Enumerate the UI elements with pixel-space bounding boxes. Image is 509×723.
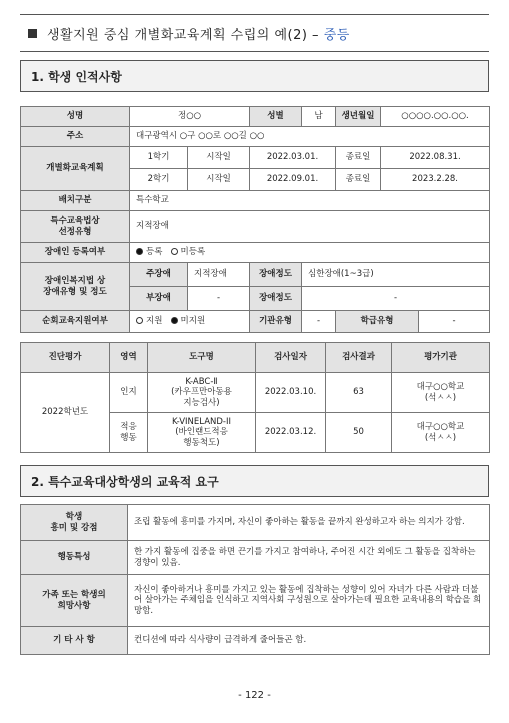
address-value: 대구광역시 ○구 ○○로 ○○길 ○○ (130, 127, 490, 147)
main-degree-label: 장애정도 (250, 263, 302, 287)
behavior-text: 한 가지 활동에 집중을 하면 끈기를 가지고 참여하나, 주어진 시간 외에도 그 활동을 집착하는 경향이 있음. (128, 541, 490, 575)
diag-tool: K-VINELAND-II (바인랜드적응 행동척도) (148, 413, 256, 453)
sem1-end-date: 2022.08.31. (381, 147, 490, 169)
birth-value: ○○○○.○○.○○. (381, 107, 490, 127)
diag-result: 63 (326, 373, 392, 413)
page-title (20, 14, 489, 52)
hopes-label: 가족 또는 학생의 희망사항 (21, 575, 128, 627)
disability-type-label: 장애인복지법 상 장애유형 및 정도 (21, 263, 130, 311)
registration-options (130, 243, 490, 263)
placement-value: 특수학교 (130, 191, 490, 211)
iep-period-label: 개별화교육계획 (21, 147, 130, 191)
sem2-end-date: 2023.2.28. (381, 169, 490, 191)
student-info-table (20, 106, 490, 333)
no-support-radio[interactable] (171, 317, 178, 324)
sem1-start-label: 시작일 (188, 147, 250, 169)
main-disability-label: 주장애 (130, 263, 188, 287)
selection-type-value: 지적장애 (130, 211, 490, 243)
educational-needs-table (20, 504, 490, 655)
support-label: 지원 (146, 316, 163, 327)
hopes-text: 자신이 좋아하거나 흥미를 가지고 있는 활동에 집착하는 성향이 있어 자녀가 다른 사람과 더불어 살아가는 주체임을 인식하고 지역사회 구성원으로 살아가는데 필요한 교육내용의 학습을 희망함. (128, 575, 490, 627)
sub-degree-label: 장애정도 (250, 287, 302, 311)
class-type-label: 학급유형 (336, 311, 419, 333)
diag-area: 인지 (110, 373, 148, 413)
diag-header-date: 검사일자 (256, 343, 326, 373)
diag-header-eval: 진단평가 (21, 343, 110, 373)
semester-1: 1학기 (130, 147, 188, 169)
main-degree-value: 심한장애(1~3급) (302, 263, 490, 287)
diag-date: 2022.03.12. (256, 413, 326, 453)
sem2-end-label: 종료일 (336, 169, 381, 191)
other-label: 기 타 사 항 (21, 627, 128, 655)
diag-agency: 대구○○학교 (석ㅅㅅ) (392, 413, 490, 453)
diag-year: 2022학년도 (21, 373, 110, 453)
diag-result: 50 (326, 413, 392, 453)
behavior-label: 행동특성 (21, 541, 128, 575)
address-label: 주소 (21, 127, 130, 147)
name-label: 성명 (21, 107, 130, 127)
unregistered-label: 미등록 (180, 247, 206, 258)
itinerant-support-options (130, 311, 250, 333)
other-text: 컨디션에 따라 식사량이 급격하게 줄어들곤 함. (128, 627, 490, 655)
itinerant-support-label: 순회교육지원여부 (21, 311, 130, 333)
diag-header-result: 검사결과 (326, 343, 392, 373)
section-2-heading: 2. 특수교육대상학생의 교육적 요구 (20, 465, 489, 497)
placement-label: 배치구분 (21, 191, 130, 211)
diag-header-agency: 평가기관 (392, 343, 490, 373)
title-level: 중등 (323, 27, 350, 43)
registered-label: 등록 (146, 247, 163, 258)
main-disability-value: 지적장애 (188, 263, 250, 287)
square-bullet-icon (28, 29, 37, 38)
unregistered-radio[interactable] (171, 248, 178, 255)
interest-label: 학생 흥미 및 강점 (21, 505, 128, 541)
sub-disability-label: 부장애 (130, 287, 188, 311)
diag-area: 적응 행동 (110, 413, 148, 453)
selection-type-label: 특수교육법상 선정유형 (21, 211, 130, 243)
sub-degree-value: - (302, 287, 490, 311)
diag-date: 2022.03.10. (256, 373, 326, 413)
sub-disability-value: - (188, 287, 250, 311)
page-number: - 122 - (238, 690, 271, 701)
birth-label: 생년월일 (336, 107, 381, 127)
diag-header-area: 영역 (110, 343, 148, 373)
gender-value: 남 (302, 107, 336, 127)
gender-label: 성별 (250, 107, 302, 127)
sem1-start-date: 2022.03.01. (250, 147, 336, 169)
institution-type-value: - (302, 311, 336, 333)
sem2-start-date: 2022.09.01. (250, 169, 336, 191)
institution-type-label: 기관유형 (250, 311, 302, 333)
diag-tool: K-ABC-Ⅱ (카우프만아동용 지능검사) (148, 373, 256, 413)
title-main: 생활지원 중심 개별화교육계획 수립의 예(2) – (47, 27, 320, 43)
registered-radio[interactable] (136, 248, 143, 255)
diagnosis-table (20, 342, 490, 453)
no-support-label: 미지원 (180, 316, 206, 327)
section-1-heading: 1. 학생 인적사항 (20, 60, 489, 92)
registration-label: 장애인 등록여부 (21, 243, 130, 263)
semester-2: 2학기 (130, 169, 188, 191)
sem2-start-label: 시작일 (188, 169, 250, 191)
diag-header-tool: 도구명 (148, 343, 256, 373)
interest-text: 조립 활동에 흥미를 가지며, 자신이 좋아하는 활동을 끝까지 완성하고자 하는 의지가 강함. (128, 505, 490, 541)
sem1-end-label: 종료일 (336, 147, 381, 169)
support-radio[interactable] (136, 317, 143, 324)
name-value: 정○○ (130, 107, 250, 127)
class-type-value: - (419, 311, 490, 333)
diag-agency: 대구○○학교 (석ㅅㅅ) (392, 373, 490, 413)
